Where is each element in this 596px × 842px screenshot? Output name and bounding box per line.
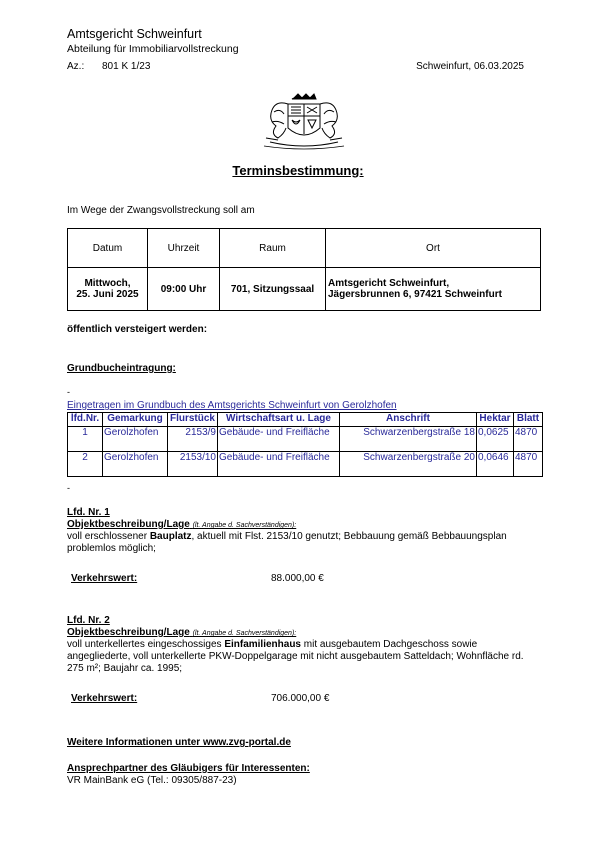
termin-ort <box>326 268 541 311</box>
object-label <box>67 519 296 530</box>
cell-anschrift: Schwarzenbergstraße 20 <box>340 452 477 477</box>
termin-datum-line1: Mittwoch, <box>84 278 131 289</box>
item-number: Lfd. Nr. 2 <box>67 615 110 626</box>
az-value: 801 K 1/23 <box>102 61 151 72</box>
department: Abteilung für Immobiliarvollstreckung <box>67 43 239 55</box>
object-label-note: (lt. Angabe d. Sachverständigen): <box>192 630 297 637</box>
termin-value-row <box>68 268 541 311</box>
grundbuch-heading: Grundbucheintragung: <box>67 363 176 374</box>
versteigert-text: öffentlich versteigert werden: <box>67 324 208 335</box>
court-name: Amtsgericht Schweinfurt <box>67 27 202 41</box>
termin-datum-line2: 25. Juni 2025 <box>76 289 139 300</box>
page-title: Terminsbestimmung: <box>232 163 364 178</box>
table-row <box>68 427 543 452</box>
termin-ort-line2: Jägersbrunnen 6, 97421 Schweinfurt <box>328 289 502 300</box>
termin-datum <box>68 268 148 311</box>
cell-gemarkung: Gerolzhofen <box>103 452 168 477</box>
object-label-text: Objektbeschreibung/Lage <box>67 519 190 530</box>
item-number: Lfd. Nr. 1 <box>67 507 110 518</box>
az-label: Az.: <box>67 61 85 72</box>
verkehrswert-value: 88.000,00 € <box>271 573 324 584</box>
termin-header-datum: Datum <box>68 229 148 268</box>
separator-dash: - <box>67 483 70 493</box>
cell-flurstueck: 2153/10 <box>168 452 218 477</box>
termin-ort-line1: Amtsgericht Schweinfurt, <box>328 278 450 289</box>
termin-uhrzeit: 09:00 Uhr <box>148 268 220 311</box>
cell-gemarkung: Gerolzhofen <box>103 427 168 452</box>
cell-wirtschaftsart: Gebäude- und Freifläche <box>218 427 340 452</box>
termin-raum: 701, Sitzungssaal <box>220 268 326 311</box>
desc-pre: voll unterkellertes eingeschossiges <box>67 639 225 650</box>
cell-flurstueck: 2153/9 <box>168 427 218 452</box>
object-description <box>67 531 537 555</box>
col-header-blatt: Blatt <box>514 413 543 427</box>
termin-header-uhrzeit: Uhrzeit <box>148 229 220 268</box>
cell-wirtschaftsart: Gebäude- und Freifläche <box>218 452 340 477</box>
col-header-wirtschaftsart: Wirtschaftsart u. Lage <box>218 413 340 427</box>
desc-bold: Bauplatz <box>149 531 192 542</box>
verkehrswert-value: 706.000,00 € <box>271 693 330 704</box>
termin-header-raum: Raum <box>220 229 326 268</box>
separator-dash: - <box>67 387 70 397</box>
more-info-link[interactable]: Weitere Informationen unter www.zvg-portal.de <box>67 737 291 748</box>
grundbuch-header-row <box>68 413 543 427</box>
object-label-note: (lt. Angabe d. Sachverständigen): <box>192 522 297 529</box>
cell-blatt: 4870 <box>514 452 543 477</box>
grundbuch-caption: Eingetragen im Grundbuch des Amtsgerichts Schweinfurt von Gerolzhofen <box>67 400 397 411</box>
contact-heading: Ansprechpartner des Gläubigers für Interessenten: <box>67 763 310 774</box>
cell-hektar: 0,0625 <box>477 427 514 452</box>
col-header-flurstueck: Flurstück <box>168 413 218 427</box>
grundbuch-table <box>67 412 543 477</box>
cell-nr: 2 <box>68 452 103 477</box>
col-header-anschrift: Anschrift <box>340 413 477 427</box>
col-header-lfdnr: lfd.Nr. <box>68 413 103 427</box>
termin-header-ort: Ort <box>326 229 541 268</box>
cell-blatt: 4870 <box>514 427 543 452</box>
cell-anschrift: Schwarzenbergstraße 18 <box>340 427 477 452</box>
contact-bank: VR MainBank eG (Tel.: 09305/887-23) <box>67 775 237 786</box>
termin-table <box>67 228 541 311</box>
col-header-hektar: Hektar <box>477 413 514 427</box>
place-date: Schweinfurt, 06.03.2025 <box>416 61 524 72</box>
cell-nr: 1 <box>68 427 103 452</box>
verkehrswert-label: Verkehrswert: <box>71 693 138 704</box>
cell-hektar: 0,0646 <box>477 452 514 477</box>
desc-pre: voll erschlossener <box>67 531 150 542</box>
desc-post: mit ausgebautem Dachgeschoss sowie angegliederte, voll unterkellerte PKW-Doppelgarage mit nicht ausgebautem Satteldach; Wohnfläche rd. 275 m²; Baujahr ca. 1995; <box>67 639 524 674</box>
verkehrswert-label: Verkehrswert: <box>71 573 138 584</box>
intro-text: Im Wege der Zwangsvollstreckung soll am <box>67 205 255 216</box>
coat-of-arms-icon <box>258 90 350 150</box>
desc-bold: Einfamilienhaus <box>224 639 301 650</box>
desc-post: , aktuell mit Flst. 2153/10 genutzt; Bebbauung gemäß Bebbauungsplan problemlos möglich; <box>67 531 507 554</box>
col-header-gemarkung: Gemarkung <box>103 413 168 427</box>
object-label <box>67 627 296 638</box>
object-description <box>67 639 537 675</box>
termin-header-row <box>68 229 541 268</box>
table-row <box>68 452 543 477</box>
object-label-text: Objektbeschreibung/Lage <box>67 627 190 638</box>
